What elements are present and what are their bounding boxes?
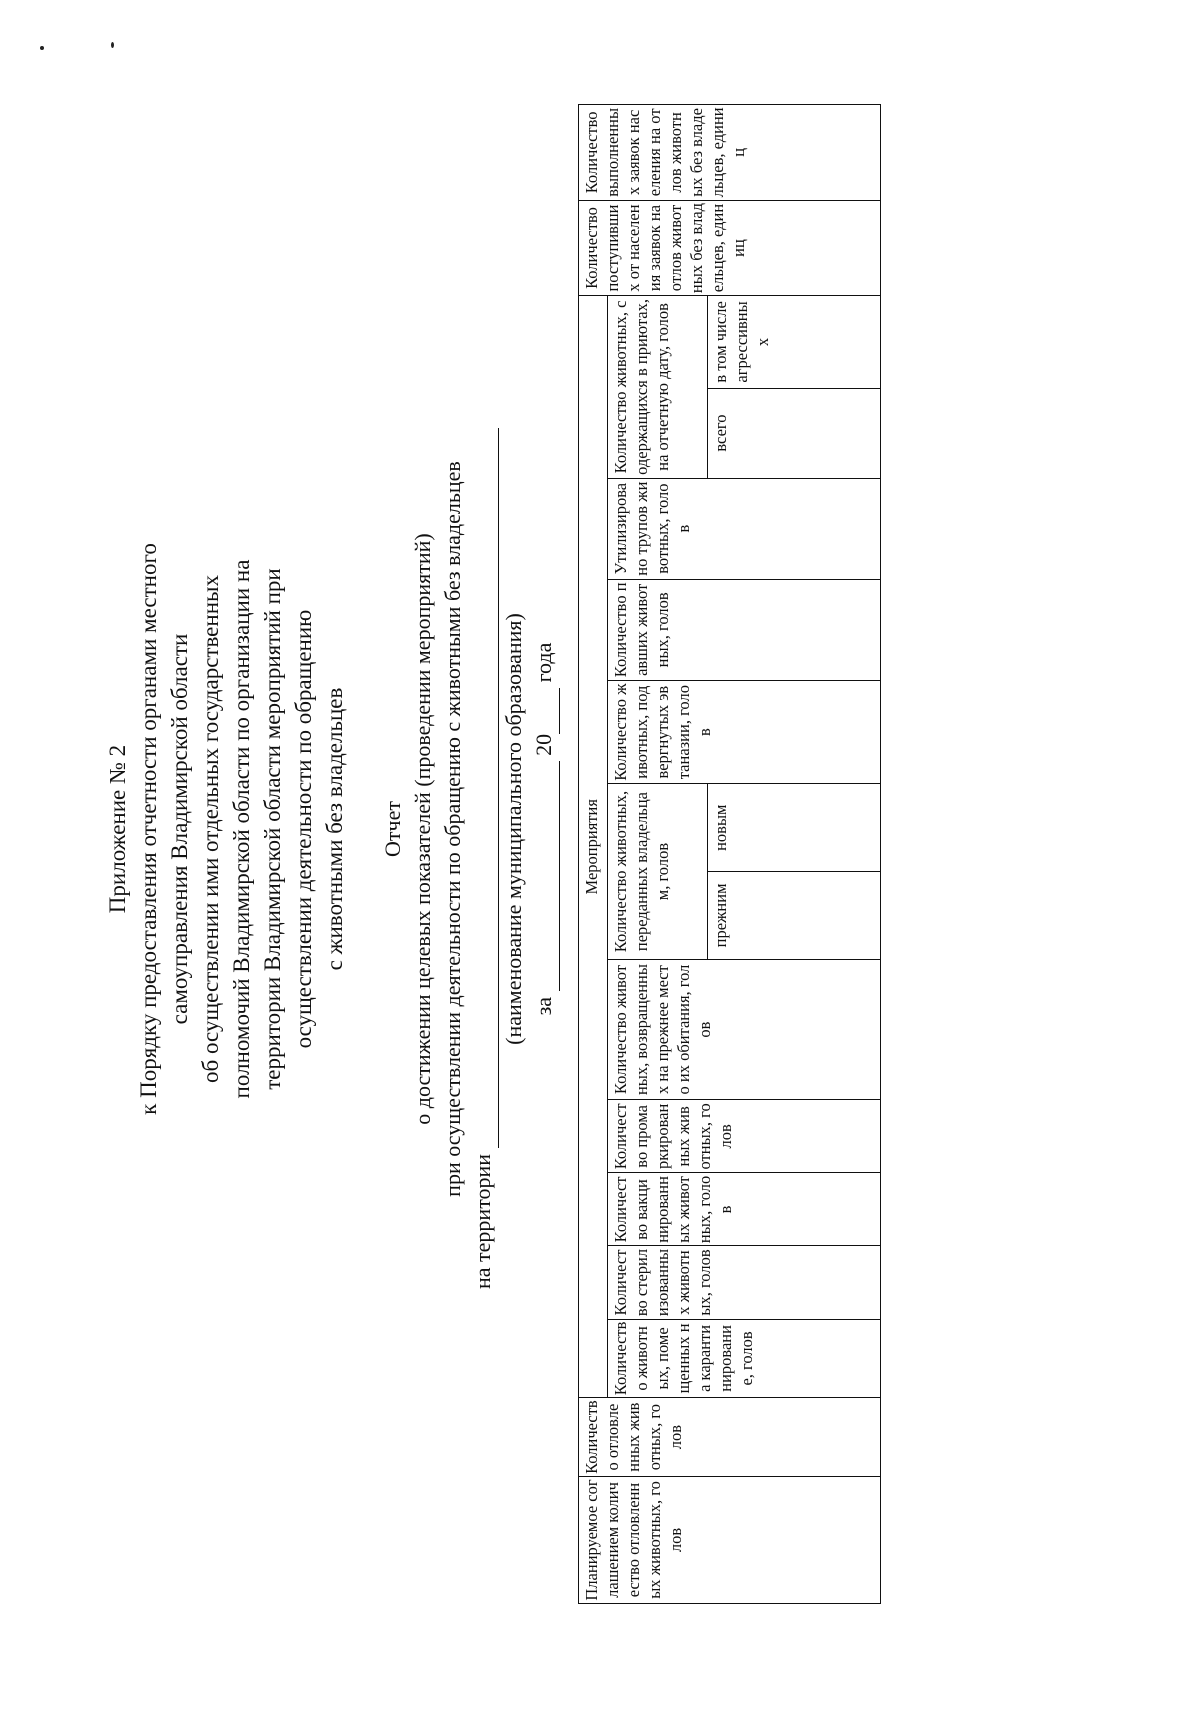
table-header-cell: Количество животных, переданных владельцам, голов [608,784,708,959]
territory-blank[interactable] [468,428,499,1148]
municipality-caption: (наименование муниципального образования) [501,613,526,1045]
appendix-line: с животными без владельцев [322,687,347,971]
report-header [378,279,560,1379]
territory-label: на территории [470,1153,495,1289]
table-header-cell: Количество животных, подвергнутых эвтаназии, голов [608,680,881,783]
table-subheader-cell: новым [708,784,881,872]
table-header-cell: Количество вакцинированных животных, голов [608,1173,881,1246]
table-header-cell: Количество стерилизованных животных, голов [608,1246,881,1319]
table-header-cell: Количество животных, возвращенных на прежнее место их обитания, голов [608,959,881,1100]
year-prefix: 20 [531,733,556,756]
table-header-cell: Количество промаркированных животных, голов [608,1100,881,1173]
report-subtitle: о достижении целевых показателей (проведении мероприятий) [410,533,435,1125]
appendix-title: Приложение № 2 [105,744,130,914]
appendix-line: осуществлении деятельности по обращению [291,609,316,1049]
table-header-cell: Количество выполненных заявок населения на отлов животных без владельцев, единиц [579,105,881,201]
report-table [578,104,881,1604]
year-suffix: года [531,642,556,683]
year-blank[interactable] [529,688,560,734]
appendix-header [102,469,350,1189]
period-blank[interactable] [529,761,560,991]
period-line [529,279,560,1379]
appendix-line: территории Владимирской области мероприятий при [260,568,285,1090]
report-title: Отчет [380,801,405,857]
table-subheader-cell: прежним [708,872,881,960]
appendix-line: самоуправления Владимирской области [167,633,192,1025]
table-header-cell: Планируемое соглашением количество отловленных животных, голов [579,1476,881,1603]
territory-line [468,279,499,1379]
table-subheader-cell: в том числе агрессивных [708,296,881,388]
table-group-header: Мероприятия [579,296,608,1398]
table-row [579,105,608,1604]
table-header-cell: Количество павших животных, голов [608,579,881,680]
appendix-line: полномочий Владимирской области по организации на [229,559,254,1099]
table-row [608,105,708,1604]
table-header-cell: Количество животных, содержащихся в приютах, на отчетную дату, голов [608,296,708,478]
table-header-cell: Количество поступивших от населения заявок на отлов животных без владельцев, единиц [579,200,881,296]
period-prefix: за [531,996,556,1016]
report-subtitle: при осуществлении деятельности по обращению с животными без владельцев [440,461,465,1197]
table-header-cell: Количество животных, помещенных на карантинирование, голов [608,1319,881,1398]
table-subheader-cell: всего [708,388,881,478]
table-header-cell: Утилизировано трупов животных, голов [608,478,881,579]
appendix-line: об осуществлении ими отдельных государственных [198,575,223,1083]
table-header-cell: Количество отловленных животных, голов [579,1398,881,1477]
appendix-line: к Порядку предоставления отчетности органами местного [136,543,161,1115]
